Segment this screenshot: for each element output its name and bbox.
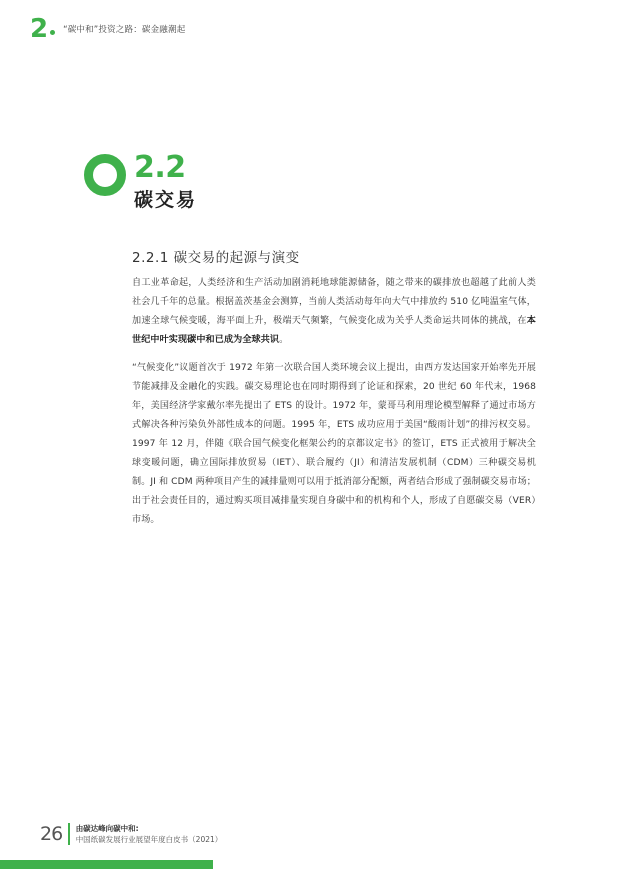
page-footer bbox=[40, 822, 222, 846]
footer-divider bbox=[68, 823, 70, 845]
footer-title: 由碳达峰向碳中和: bbox=[75, 824, 139, 833]
footer-subtitle: 中国纸碳发展行业展望年度白皮书（2021） bbox=[75, 835, 223, 844]
paragraph-1 bbox=[132, 274, 536, 350]
footer-publication bbox=[76, 823, 223, 845]
ring-icon bbox=[84, 154, 126, 196]
page-number: 26 bbox=[40, 823, 63, 845]
paragraph-1-emphasis: 本世纪中叶实现碳中和已成为全球共识 bbox=[132, 316, 536, 345]
paragraph-2: “气候变化”议题首次于 1972 年第一次联合国人类环境会议上提出，由西方发达国家开始率先开展节能减排及金融化的实践。碳交易理论也在同时期得到了论证和探索，20 世纪 60 年代末，1968 年，美国经济学家戴尔率先提出了 ETS 的设计。1972 年，蒙哥马利用理论模型解释了通过市场方式解决各种污染负外部性成本的问题。1995 年，ETS 成功应用于美国“酸雨计划”的排污权交易。1997 年 12 月，伴随《联合国气候变化框架公约的京都议定书》的签订，ETS 正式被用于解决全球变暖问题，确立国际排放贸易（IET）、联合履约（JI）和清洁发展机制（CDM）三种碳交易机制。JI 和 CDM 两种项目产生的减排量则可以用于抵消部分配额，两者结合形成了强制碳交易市场；出于社会责任目的，通过购买项目减排量实现自身碳中和的机构和个人，形成了自愿碳交易（VER）市场。 bbox=[132, 363, 536, 525]
paragraph-1-text: 自工业革命起，人类经济和生产活动加剧消耗地球能源储备，随之带来的碳排放也超越了此前人类社会几千年的总量。根据盖茨基金会测算，当前人类活动每年向大气中排放约 510 亿吨温室气体，加速全球气候变暖，海平面上升，极端天气频繁，气候变化成为关乎人类命运共同体的挑战，在 bbox=[132, 278, 536, 326]
chapter-dot-decoration bbox=[50, 30, 55, 35]
section-number: 2.2 bbox=[134, 150, 186, 185]
section-title: 碳交易 bbox=[134, 189, 198, 211]
subsection-heading: 2.2.1 碳交易的起源与演变 bbox=[132, 250, 300, 266]
footer-accent-bar bbox=[0, 860, 213, 869]
section-heading bbox=[84, 152, 197, 212]
chapter-title: “碳中和”投资之路：碳金融潮起 bbox=[63, 25, 186, 35]
running-header bbox=[30, 16, 185, 42]
chapter-number: 2 bbox=[30, 14, 49, 44]
section-heading-text bbox=[134, 152, 197, 212]
body-text bbox=[132, 274, 536, 539]
paragraph-1-end: 。 bbox=[279, 335, 289, 345]
